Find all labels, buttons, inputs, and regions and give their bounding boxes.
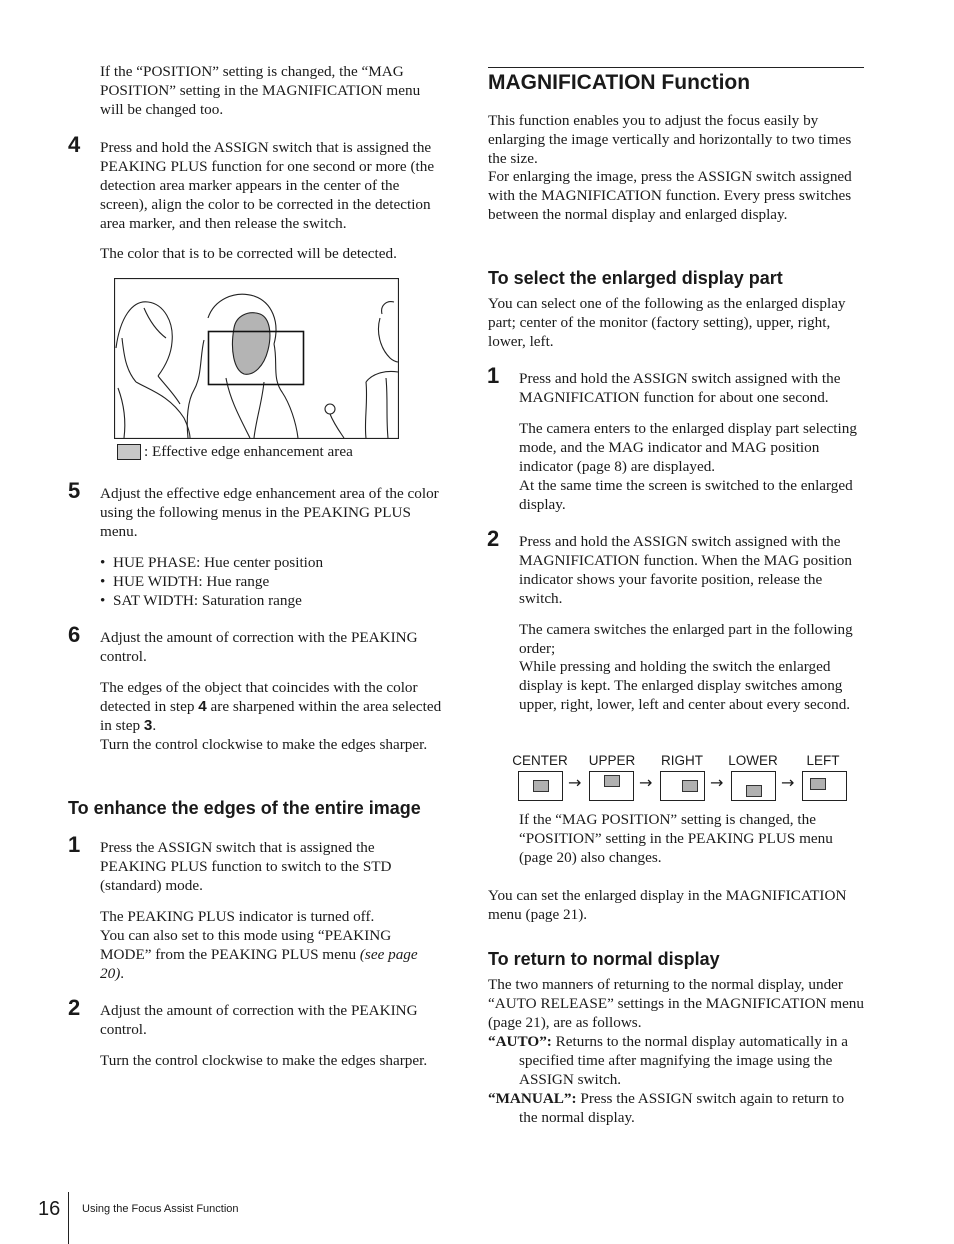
step-result: The camera switches the enlarged part in the following order; [519,621,853,657]
mag-indicator-lower [731,771,776,801]
step-result: The edges of the object that coincides with the color detected in step 4 are sharpened within the area selected in step 3. [100,679,442,734]
step-number: 6 [68,622,81,647]
title-rule [488,67,864,68]
step-result: Turn the control clockwise to make the edges sharper. [100,736,428,753]
list-item: • HUE PHASE: Hue center position [100,553,445,572]
intro-text: If the “POSITION” setting is changed, the “MAG POSITION” setting in the MAGNIFICATION menu will be changed too. [100,63,421,118]
mag-indicator-center [518,771,563,801]
intro-text: For enlarging the image, press the ASSIGN switch assigned with the MAGNIFICATION function. Every press switches between the normal display and enlarged display. [488,168,852,223]
step-number: 2 [68,995,81,1020]
step-result: The PEAKING PLUS indicator is turned off. [100,908,375,925]
legend-swatch [117,444,141,460]
step-text: Press and hold the ASSIGN switch that is assigned the PEAKING PLUS function for one second or more (the detection area marker appears in the center of the screen), align the color to be corrected in the detection area marker, and then release the switch. [100,139,435,232]
section-heading: To enhance the edges of the entire image [68,798,421,818]
menu-bullet-list [100,553,445,610]
step-text: Adjust the effective edge enhancement area of the color using the following menus in the PEAKING PLUS menu. [100,485,439,540]
body-text: The two manners of returning to the normal display, under “AUTO RELEASE” settings in the MAGNIFICATION menu (page 21), are as follows. [488,976,864,1031]
edge-enhancement-figure [114,278,399,439]
step-result: While pressing and holding the switch the enlarged display is kept. The enlarged display switches among upper, right, lower, left and center about every second. [519,658,851,713]
step-text: Press the ASSIGN switch that is assigned the PEAKING PLUS function to switch to the STD (standard) mode. [100,839,392,894]
step-number: 5 [68,478,81,503]
list-item: • HUE WIDTH: Hue range [100,572,445,591]
section-heading: To select the enlarged display part [488,268,783,288]
footer-divider [68,1192,69,1244]
step-text: Press and hold the ASSIGN switch assigned with the MAGNIFICATION function for about one second. [519,370,841,406]
mag-note: If the “MAG POSITION” setting is changed, the “POSITION” setting in the PEAKING PLUS menu (page 20) also changes. [519,811,833,866]
intro-text: This function enables you to adjust the focus easily by enlarging the image vertically and horizontally to two times the size. [488,112,852,167]
step-number: 4 [68,132,81,157]
arrow-icon: → [568,773,582,792]
mag-label-center: CENTER [512,753,568,768]
mag-label-lower: LOWER [728,753,778,768]
mag-indicator-upper [589,771,634,801]
arrow-icon: → [710,773,724,792]
step-result: The camera enters to the enlarged display part selecting mode, and the MAG indicator and MAG position indicator (page 8) are displayed. [519,420,857,475]
mag-indicator-right [660,771,705,801]
arrow-icon: → [781,773,795,792]
figure-caption: : Effective edge enhancement area [144,443,353,460]
mag-indicator-left [802,771,847,801]
step-result: At the same time the screen is switched to the enlarged display. [519,477,853,513]
body-text: You can set the enlarged display in the MAGNIFICATION menu (page 21). [488,887,847,923]
list-item: • SAT WIDTH: Saturation range [100,591,445,610]
section-title: MAGNIFICATION Function [488,71,751,94]
step-number: 2 [487,526,500,551]
mag-label-upper: UPPER [588,753,636,768]
body-text: You can select one of the following as the enlarged display part; center of the monitor (factory setting), upper, right, lower, left. [488,295,846,350]
step-number: 1 [487,363,500,388]
mag-label-right: RIGHT [661,753,703,768]
arrow-icon: → [639,773,653,792]
manual-release-item: “MANUAL”: Press the ASSIGN switch again to return to the normal display. [488,1090,845,1126]
mag-label-left: LEFT [806,753,840,768]
step-result: The color that is to be corrected will be detected. [100,245,397,262]
step-text: Adjust the amount of correction with the PEAKING control. [100,1002,418,1038]
page-number: 16 [38,1198,61,1220]
step-text: Adjust the amount of correction with the PEAKING control. [100,629,418,665]
step-result: Turn the control clockwise to make the edges sharper. [100,1052,428,1069]
step-result: You can also set to this mode using “PEAKING MODE” from the PEAKING PLUS menu (see page 20). [100,927,418,982]
auto-release-item: “AUTO”: Returns to the normal display automatically in a specified time after magnifying the image using the ASSIGN switch. [488,1033,848,1088]
step-number: 1 [68,832,81,857]
section-heading: To return to normal display [488,949,720,969]
footer-section-title: Using the Focus Assist Function [82,1203,239,1215]
step-text: Press and hold the ASSIGN switch assigned with the MAGNIFICATION function. When the MAG position indicator shows your favorite position, release the switch. [519,533,852,607]
